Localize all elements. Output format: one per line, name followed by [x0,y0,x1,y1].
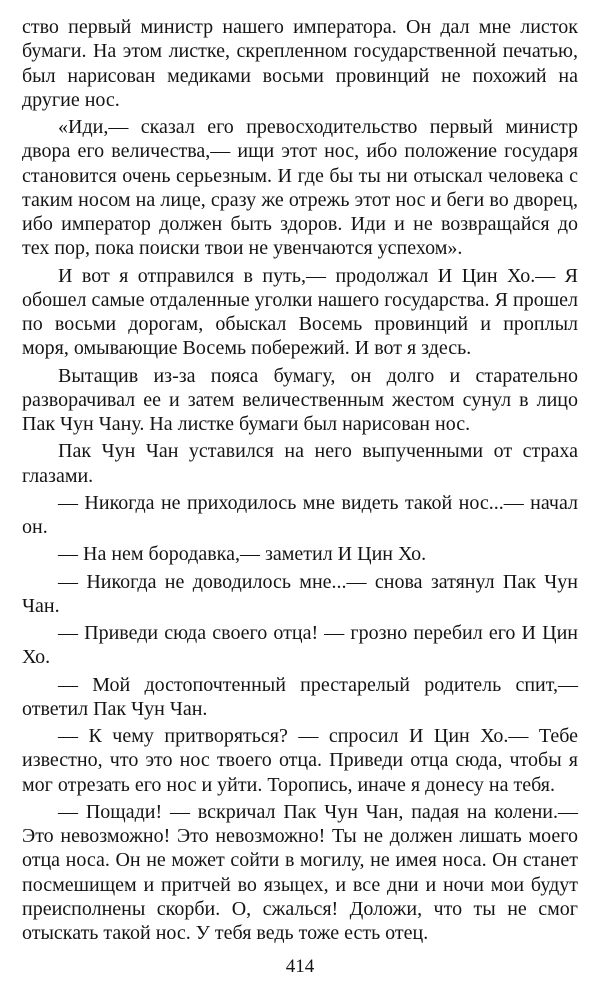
paragraph-stare: Пак Чун Чан уставился на него выпученными от страха глазами. [22,440,578,487]
paragraph-continuation: ство первый министр нашего императора. Он дал мне листок бумаги. На этом листке, скрепленном государственной печатью, был нарисован медиками восьми провинций не похожий на другие нос. [22,16,578,111]
dialogue-line: — К чему притворяться? — спросил И Цин Хо.— Тебе известно, что это нос твоего отца. Приведи отца сюда, чтобы я мог отрезать его нос и уйти. Торопись, иначе я донесу на тебя. [22,725,578,796]
dialogue-line: — Пощади! — вскричал Пак Чун Чан, падая на колени.— Это невозможно! Это невозможно! Ты не должен лишать моего отца носа. Он не может сойти в могилу, не имея носа. Он станет посмешищем и притчей во языцех, и все дни и ночи мои будут преисполнены скорби. О, сжалься! Доложи, что ты не смог отыскать такой нос. У тебя ведь тоже есть отец. [22,800,578,944]
paragraph-minister-speech: «Иди,— сказал его превосходительство первый министр двора его величества,— ищи этот нос, ибо положение государя становится очень серьезным. И где бы ты ни отыскал человека с таким носом на лице, сразу же отрежь этот нос и беги во дворец, ибо император должен быть здоров. Иди и не возвращайся до тех пор, пока поиски твои не увенчаются успехом». [22,116,578,260]
dialogue-line: — На нем бородавка,— заметил И Цин Хо. [58,543,427,566]
dialogue-line: — Никогда не приходилось мне видеть такой нос...— начал он. [22,491,578,538]
paragraph-journey: И вот я отправился в путь,— продолжал И Цин Хо.— Я обошел самые отдаленные уголки нашего государства. Я прошел по восьми дорогам, обыскал Восемь провинций и проплыл моря, омывающие Восемь побережий. И вот я здесь. [22,264,578,360]
dialogue-line: — Приведи сюда своего отца! — грозно перебил его И Цин Хо. [22,622,578,669]
dialogue-line: — Никогда не доводилось мне...— снова затянул Пак Чун Чан. [22,570,578,617]
page-number: 414 [285,956,315,977]
page-body [22,15,578,948]
paragraph-paper-drawing: Вытащив из-за пояса бумагу, он долго и старательно разворачивал ее и затем величественным жестом сунул в лицо Пак Чун Чану. На листке бумаги был нарисован нос. [22,364,578,435]
dialogue-line: — Мой достопочтенный престарелый родитель спит,— ответил Пак Чун Чан. [22,673,578,720]
